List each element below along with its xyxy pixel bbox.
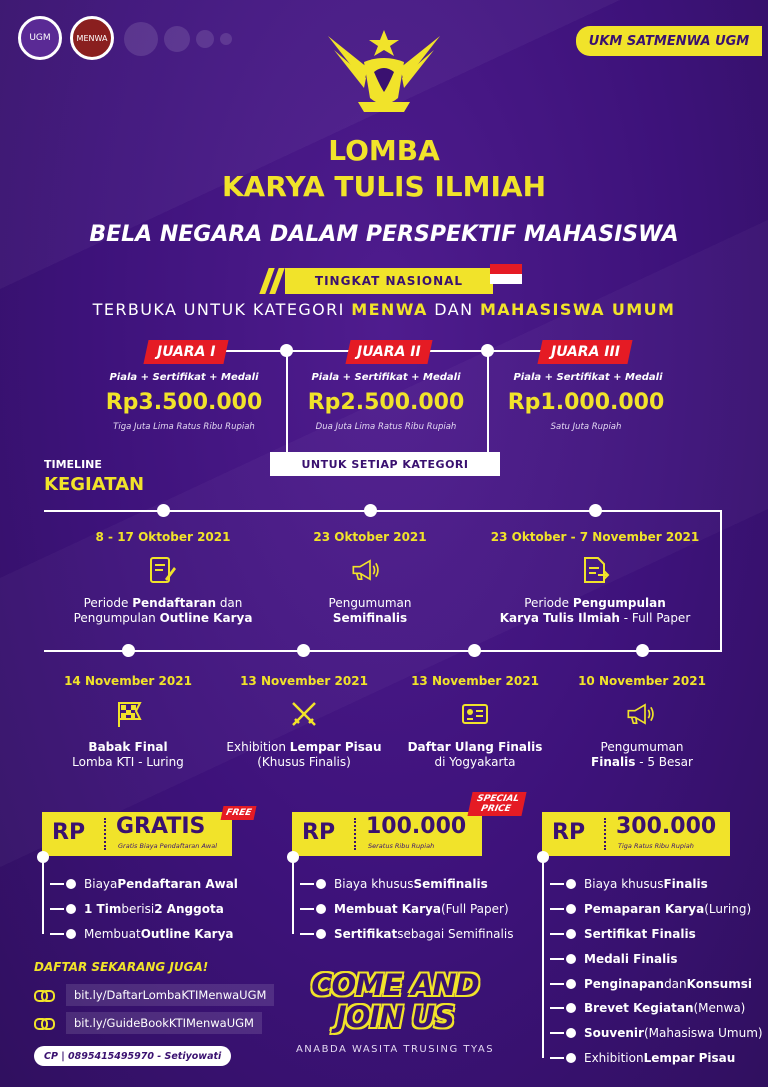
menwa-logo xyxy=(70,16,114,60)
fee-item: Sertifikat Finalis xyxy=(566,926,696,942)
document-submit-icon xyxy=(580,555,610,585)
registration-card-icon xyxy=(460,699,490,729)
special-price-tag: SPECIAL PRICE xyxy=(467,792,526,816)
fee-amount: 100.000 xyxy=(366,814,467,839)
prize-note: UNTUK SETIAP KATEGORI xyxy=(270,452,500,476)
timeline-desc: Babak Final Lomba KTI - Luring xyxy=(72,740,184,769)
fee-amount-words: Tiga Ratus Ribu Rupiah xyxy=(618,842,694,850)
open-categories xyxy=(0,300,768,319)
fee-item: Biaya khusus Finalis xyxy=(566,876,708,892)
fee-separator xyxy=(104,818,106,850)
prize-rank-1 xyxy=(143,340,228,364)
registration-link-row[interactable] xyxy=(34,984,274,1006)
open-prefix: TERBUKA UNTUK KATEGORI xyxy=(92,300,352,319)
rank-label: JUARA II xyxy=(357,344,421,360)
timeline-node xyxy=(297,644,310,657)
timeline-date: 13 November 2021 xyxy=(240,674,368,688)
fee-item: Brevet Kegiatan (Menwa) xyxy=(566,1000,745,1016)
fee-box-final xyxy=(542,812,730,856)
fee-amount-words: Seratus Ribu Rupiah xyxy=(368,842,435,850)
ugm-logo xyxy=(18,16,62,60)
timeline-heading: KEGIATAN xyxy=(44,474,145,495)
prize-rank-2 xyxy=(345,340,432,364)
prize-items: Piala + Sertifikat + Medali xyxy=(109,372,259,383)
megaphone-icon xyxy=(350,555,380,585)
free-tag: FREE xyxy=(221,806,257,820)
fee-item: Membuat Outline Karya xyxy=(66,926,234,942)
category-menwa: MENWA xyxy=(351,300,428,319)
rank-label: JUARA I xyxy=(156,344,216,360)
ugm-logo-text: UGM xyxy=(29,33,51,43)
timeline-node xyxy=(589,504,602,517)
timeline-node xyxy=(636,644,649,657)
fee-item: Membuat Karya (Full Paper) xyxy=(316,901,509,917)
timeline-desc: Periode Pendaftaran dan Pengumpulan Outline Karya xyxy=(73,596,253,625)
decor-dot xyxy=(124,22,158,56)
fee-item: Biaya Pendaftaran Awal xyxy=(66,876,238,892)
timeline-desc: Exhibition Lempar Pisau (Khusus Finalis) xyxy=(226,740,382,769)
prize-amount-words: Dua Juta Lima Ratus Ribu Rupiah xyxy=(315,422,457,432)
guidebook-link-row[interactable] xyxy=(34,1012,262,1034)
timeline-date: 13 November 2021 xyxy=(411,674,539,688)
form-edit-icon xyxy=(147,555,177,585)
fee-item: Biaya khusus Semifinalis xyxy=(316,876,488,892)
timeline-date: 10 November 2021 xyxy=(578,674,706,688)
checkered-flag-icon xyxy=(114,699,144,729)
fee-currency: RP xyxy=(52,820,86,845)
title-line2: KARYA TULIS ILMIAH xyxy=(221,170,547,203)
fee-box-semifinal xyxy=(292,812,482,856)
prize-amount-words: Tiga Juta Lima Ratus Ribu Rupiah xyxy=(113,422,255,432)
decor-dot xyxy=(196,30,214,48)
org-badge: UKM SATMENWA UGM xyxy=(576,26,762,56)
link-icon xyxy=(34,1017,54,1029)
timeline-date: 14 November 2021 xyxy=(64,674,192,688)
fee-separator xyxy=(354,818,356,850)
contact-person: CP | 0895415495970 - Setiyowati xyxy=(34,1046,231,1066)
fee-bracket xyxy=(292,858,294,934)
timeline-node xyxy=(157,504,170,517)
timeline-desc: Daftar Ulang Finalis di Yogyakarta xyxy=(407,740,543,769)
crossed-knives-icon xyxy=(289,699,319,729)
category-umum: MAHASISWA UMUM xyxy=(479,300,676,319)
indonesia-flag-icon xyxy=(490,264,522,284)
timeline-desc: Periode Pengumpulan Karya Tulis Ilmiah - Full Paper xyxy=(499,596,691,625)
fee-item: Penginapan dan Konsumsi xyxy=(566,976,752,992)
timeline-desc: Pengumuman Finalis - 5 Besar xyxy=(591,740,693,769)
prize-amount: Rp3.500.000 xyxy=(105,390,263,415)
fee-bracket xyxy=(542,858,544,1058)
timeline-node xyxy=(364,504,377,517)
prize-items: Piala + Sertifikat + Medali xyxy=(311,372,461,383)
registration-link[interactable]: bit.ly/DaftarLombaKTIMenwaUGM xyxy=(66,984,274,1006)
decor-dot xyxy=(164,26,190,52)
timeline-line xyxy=(720,510,722,652)
fee-item: Exhibition Lempar Pisau xyxy=(566,1050,735,1066)
fee-currency: RP xyxy=(552,820,586,845)
register-heading: DAFTAR SEKARANG JUGA! xyxy=(34,960,209,974)
menwa-logo-text: MENWA xyxy=(76,33,108,43)
fee-currency: RP xyxy=(302,820,336,845)
competition-theme: BELA NEGARA DALAM PERSPEKTIF MAHASISWA xyxy=(89,222,679,247)
guidebook-link[interactable]: bit.ly/GuideBookKTIMenwaUGM xyxy=(66,1012,262,1034)
fee-item: Souvenir (Mahasiswa Umum) xyxy=(566,1025,763,1041)
fee-bracket xyxy=(42,858,44,934)
rank-label: JUARA III xyxy=(550,344,620,360)
fee-separator xyxy=(604,818,606,850)
title-line1: LOMBA xyxy=(328,134,440,167)
fee-item: Sertifikat sebagai Semifinalis xyxy=(316,926,513,942)
timeline-desc: Pengumuman Semifinalis xyxy=(328,596,412,625)
decor-dot xyxy=(220,33,232,45)
timeline-date: 23 Oktober 2021 xyxy=(313,530,427,544)
timeline-line xyxy=(44,510,722,512)
timeline-node xyxy=(122,644,135,657)
fee-item: Pemaparan Karya (Luring) xyxy=(566,901,751,917)
fee-item: Medali Finalis xyxy=(566,951,678,967)
timeline-date: 23 Oktober - 7 November 2021 xyxy=(490,530,700,544)
timeline-node xyxy=(468,644,481,657)
motto: ANABDA WASITA TRUSING TYAS xyxy=(295,1044,495,1055)
prize-amount: Rp2.500.000 xyxy=(307,390,465,415)
prize-rank-3 xyxy=(537,340,632,364)
prize-amount: Rp1.000.000 xyxy=(507,390,665,415)
timeline-line xyxy=(44,650,722,652)
fee-amount: GRATIS xyxy=(116,814,206,839)
fee-box-registration xyxy=(42,812,232,856)
fee-amount-words: Gratis Biaya Pendaftaran Awal xyxy=(118,842,218,850)
level-badge: TINGKAT NASIONAL xyxy=(285,268,493,294)
timeline-label: TIMELINE xyxy=(44,458,102,471)
slogan-line1: COME AND xyxy=(311,968,479,1002)
link-icon xyxy=(34,989,54,1001)
menwa-wings-emblem-icon xyxy=(328,28,440,116)
megaphone-icon xyxy=(625,699,655,729)
open-mid: DAN xyxy=(427,300,480,319)
fee-amount: 300.000 xyxy=(616,814,717,839)
slogan-line2: JOIN US xyxy=(335,1000,455,1034)
timeline-date: 8 - 17 Oktober 2021 xyxy=(95,530,231,544)
prize-amount-words: Satu Juta Rupiah xyxy=(550,422,622,432)
fee-item: 1 Tim berisi 2 Anggota xyxy=(66,901,224,917)
prize-items: Piala + Sertifikat + Medali xyxy=(513,372,663,383)
